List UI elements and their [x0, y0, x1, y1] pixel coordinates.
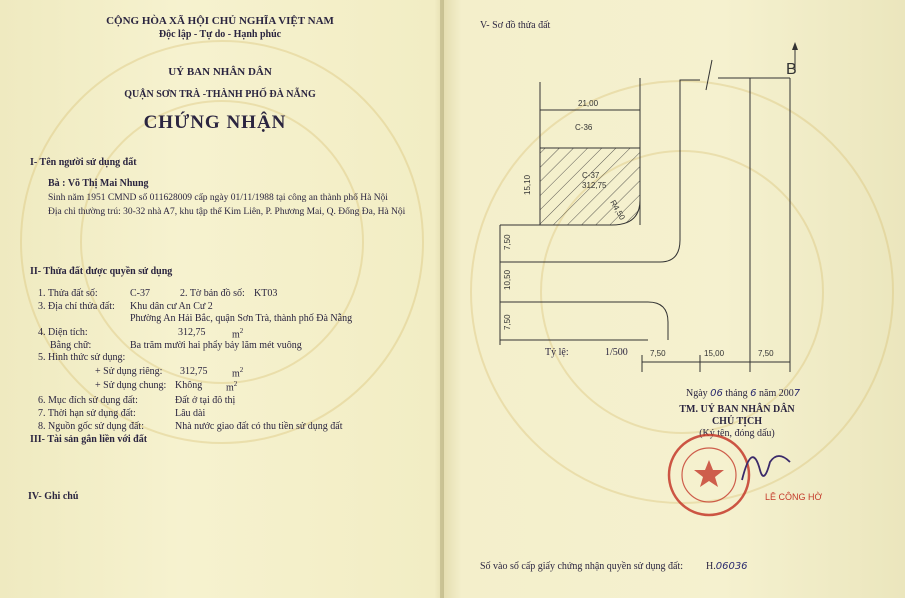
shared-use-label: + Sử dụng chung:: [95, 380, 167, 391]
address-line: Địa chỉ thường trú: 30-32 nhà A7, khu tập thể Kim Liên, P. Phương Mai, Q. Đống Đa, Hà Nội: [48, 207, 406, 217]
map-value: KT03: [254, 288, 278, 299]
register-number: H.06036: [706, 561, 748, 572]
issue-date: Ngày 06 tháng 6 năm 2007: [686, 388, 801, 399]
seal-star: [694, 460, 724, 487]
purpose-label: 6. Mục đích sử dụng đất:: [38, 395, 138, 406]
dim-top-text: 21,00: [578, 99, 599, 108]
road-dim-1-text: 7,50: [503, 234, 512, 250]
north-label: B: [786, 61, 797, 78]
term-label: 7. Thời hạn sử dụng đất:: [38, 408, 136, 419]
area-words: Ba trăm mười hai phẩy bảy lăm mét vuông: [130, 340, 302, 351]
origin-value: Nhà nước giao đất có thu tiền sử dụng đất: [175, 421, 343, 432]
signer-note: (Ký tên, đóng dấu): [699, 428, 775, 439]
signer-name: LÊ CÔNG HỜ: [765, 492, 823, 502]
section-4-heading: IV- Ghi chú: [28, 491, 79, 502]
issue-day: 06: [710, 388, 723, 399]
section-2-heading: II- Thửa đất được quyền sử dụng: [30, 266, 173, 277]
lot-c36-text: C-36: [575, 123, 593, 132]
parcel-address-label: 3. Địa chỉ thửa đất:: [38, 301, 115, 312]
owner-label: Bà :: [48, 178, 68, 189]
lot-area-text: 312,75: [582, 181, 607, 190]
scale-label: Tỷ lệ:: [545, 347, 569, 358]
usage-form-label: 5. Hình thức sử dụng:: [38, 352, 126, 363]
private-use-unit: $m^2$: [232, 366, 244, 380]
section-3-heading: III- Tài sản gắn liền với đất: [30, 434, 148, 445]
radius-text: R4,50: [608, 198, 627, 222]
bottom-dim-2-text: 15,00: [704, 349, 725, 358]
parcel-address-2: Phường An Hải Bắc, quận Sơn Trà, thành phố Đà Nẵng: [130, 313, 353, 324]
scale-value: 1/500: [605, 347, 628, 358]
national-motto: Độc lập - Tự do - Hạnh phúc: [158, 29, 282, 40]
area-words-label: Bằng chữ:: [50, 340, 92, 351]
birth-line: Sinh năm 1951 CMND số 011628009 cấp ngày 01/11/1988 tại công an thành phố Hà Nội: [48, 193, 388, 203]
bottom-dim-1-text: 7,50: [650, 349, 666, 358]
district-name: QUẬN SƠN TRÀ -THÀNH PHỐ ĐÀ NẴNG: [124, 89, 316, 100]
diagram-heading: V- Sơ đồ thửa đất: [480, 20, 551, 31]
country-name: CỘNG HÒA XÃ HỘI CHỦ NGHĨA VIỆT NAM: [106, 15, 334, 27]
road-dim-3-text: 7,50: [503, 314, 512, 330]
lot-label: 1. Thửa đất số:: [38, 288, 98, 299]
area-value: 312,75: [178, 327, 206, 338]
area-unit: $m^2$: [232, 327, 244, 341]
lot-c37-text: C-37: [582, 171, 600, 180]
private-use-label: + Sử dụng riêng:: [95, 366, 163, 377]
signer-role: CHỦ TỊCH: [711, 416, 763, 427]
origin-label: 8. Nguồn gốc sử dụng đất:: [38, 421, 144, 432]
issue-year-digit: 7: [793, 388, 801, 399]
page-title: CHỨNG NHẬN: [143, 112, 287, 133]
lot-value: C-37: [130, 288, 150, 299]
term-value: Lâu dài: [175, 408, 206, 419]
shared-use-unit: $m^2$: [226, 380, 238, 394]
authority-name: UỶ BAN NHÂN DÂN: [168, 66, 272, 78]
section-1-heading: I- Tên người sử dụng đất: [30, 157, 137, 168]
parcel-address-1: Khu dân cư An Cư 2: [130, 301, 213, 312]
dim-left-text: 15,10: [523, 174, 532, 195]
private-use-value: 312,75: [180, 366, 208, 377]
register-label: Số vào sổ cấp giấy chứng nhận quyền sử dụng đất:: [480, 561, 684, 572]
issue-month: 6: [750, 388, 757, 399]
bottom-dim-3-text: 7,50: [758, 349, 774, 358]
signer-org: TM. UỶ BAN NHÂN DÂN: [679, 404, 795, 415]
owner-name: Võ Thị Mai Nhung: [67, 178, 149, 189]
shared-use-value: Không: [175, 380, 203, 391]
area-label: 4. Diện tích:: [38, 327, 88, 338]
map-label: 2. Tờ bản đồ số:: [180, 288, 245, 299]
purpose-value: Đất ở tại đô thị: [175, 395, 236, 406]
road-dim-2-text: 10,50: [503, 269, 512, 290]
